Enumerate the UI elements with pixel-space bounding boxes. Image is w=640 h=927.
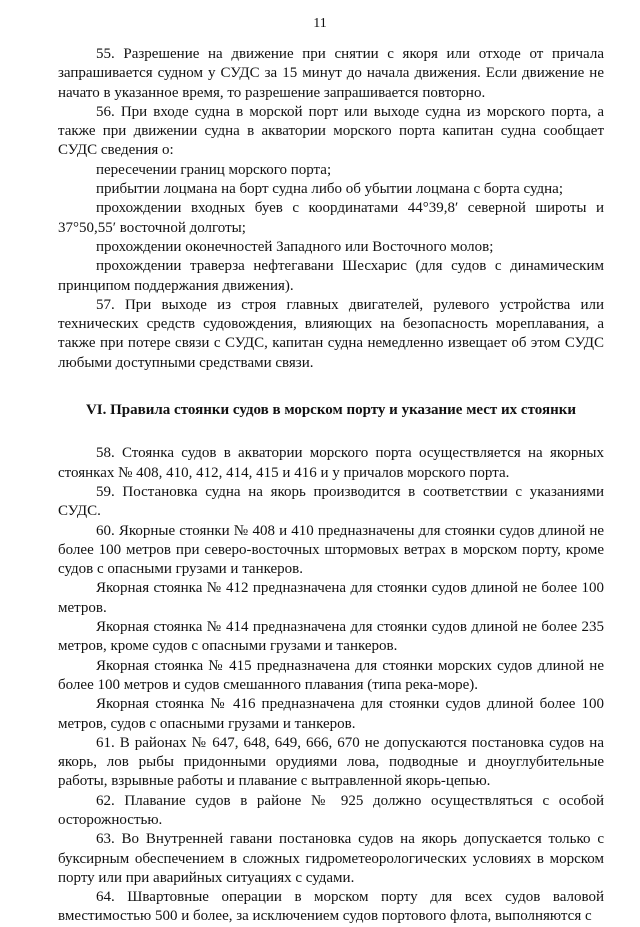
paragraph-55: 55. Разрешение на движение при снятии с якоря или отходе от причала запрашивается судном у СУДС за 15 минут до начала движения. Если движение не начато в указанное время, то разрешение запрашивается повторно. [58,46,604,101]
paragraph-anchorage-415: Якорная стоянка № 415 предназначена для стоянки морских судов длиной не более 100 метров и судов смешанного плавания (типа река-море). [58,657,604,693]
paragraph-anchorage-416: Якорная стоянка № 416 предназначена для стоянки судов длиной более 100 метров, судов с опасными грузами и танкеров. [58,696,604,732]
section-heading: VI. Правила стоянки судов в морском порту и указание мест их стоянки [85,402,577,419]
paragraph-61: 61. В районах № 647, 648, 649, 666, 670 не допускаются постановка судов на якорь, лов рыбы придонными орудиями лова, подводные и дноуглубительные работы, взрывные работы и плавание с вытравленной якорь-цепью. [58,734,604,790]
page-number: 11 [313,16,327,31]
paragraph-56: 56. При входе судна в морской порт или выходе судна из морского порта, а также при движении судна в акватории морского порта капитан судна сообщает СУДС сведения о: [58,103,604,159]
paragraph-63: 63. Во Внутренней гавани постановка судов на якорь допускается только с буксирным обеспечением в сложных гидрометеорологических условиях в морском порту или при аварийных ситуациях с судами. [58,831,604,886]
paragraph-64: 64. Швартовные операции в морском порту для всех судов валовой вместимостью 500 и более, за исключением судов портового флота, выполняются с [58,889,604,925]
paragraph-59: 59. Постановка судна на якорь производится в соответствии с указаниями СУДС. [58,483,604,520]
list-item: прохождении траверза нефтегавани Шесхарис (для судов с динамическим принципом поддержания движения). [58,258,604,294]
list-item: пересечении границ морского порта; [96,161,332,178]
paragraph-anchorage-414: Якорная стоянка № 414 предназначена для стоянки судов длиной не более 235 метров, кроме судов с опасными грузами и танкеров. [58,619,604,655]
paragraph-62: 62. Плавание судов в районе № 925 должно осуществляться с особой осторожностью. [58,792,604,828]
document-body [58,45,604,927]
list-item: прохождении входных буев с координатами 44°39,8′ северной широты и 37°50,55′ восточной долготы; [58,200,604,236]
paragraph-anchorage-412: Якорная стоянка № 412 предназначена для стоянки судов длиной не более 100 метров. [58,580,604,616]
paragraph-57: 57. При выходе из строя главных двигателей, рулевого устройства или технических средств судовождения, влияющих на безопасность мореплавания, а также при потере связи с СУДС, капитан судна немедленно извещает об этом СУДС любыми доступными средствами связи. [58,296,604,371]
list-item: прохождении оконечностей Западного или Восточного молов; [96,238,494,255]
paragraph-58: 58. Стоянка судов в акватории морского порта осуществляется на якорных стоянках № 408, 410, 412, 414, 415 и 416 и у причалов морского порта. [58,445,604,481]
list-item: прибытии лоцмана на борт судна либо об убытии лоцмана с борта судна; [96,181,564,198]
paragraph-60: 60. Якорные стоянки № 408 и 410 предназначены для стоянки судов длиной не более 100 метров при северо-восточных штормовых ветрах в морском порту, кроме судов с опасными грузами и танкеров. [58,522,604,578]
